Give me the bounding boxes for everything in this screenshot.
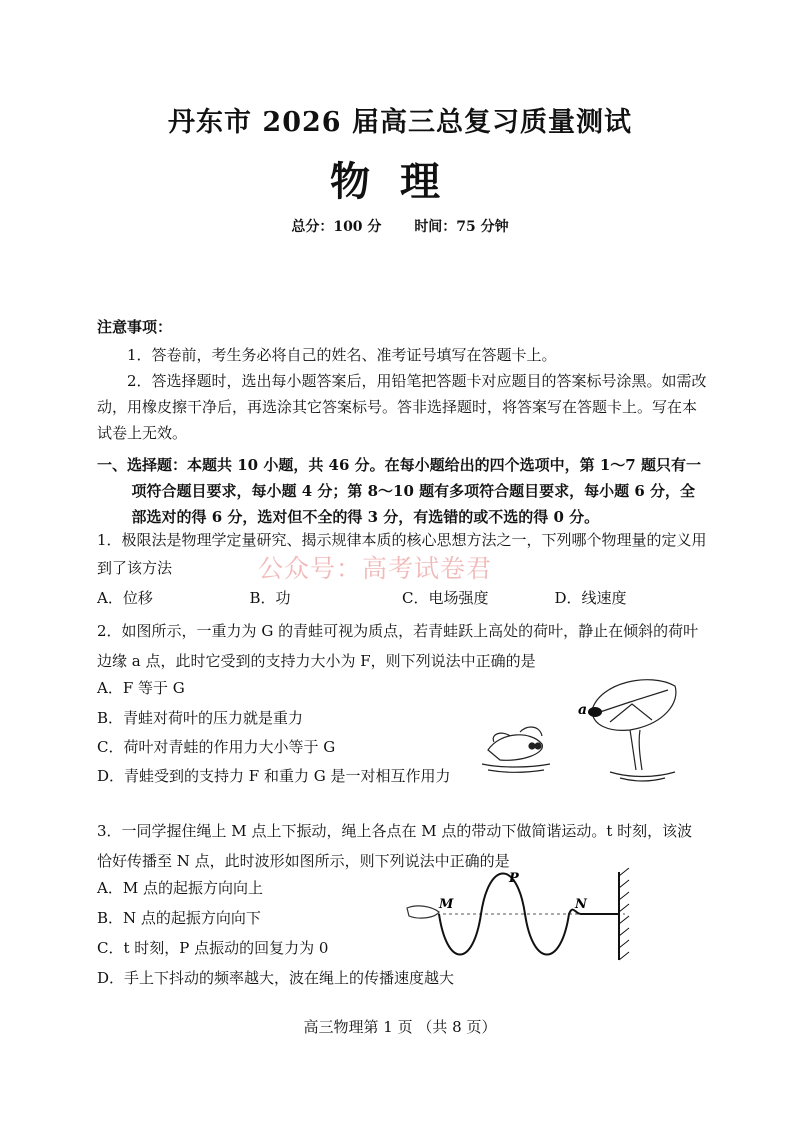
lotus-leaf-drawing bbox=[592, 680, 676, 781]
q2-option-d: D．青蛙受到的支持力 F 和重力 G 是一对相互作用力 bbox=[97, 767, 451, 785]
section-heading-text: 一、选择题：本题共 10 小题，共 46 分。在每小题给出的四个选项中，第 1～7 题只有一项符合题目要求，每小题 4 分；第 8～10 题有多项符合题目要求，每小题 6 分，全部选对的得 6 分，选对但不全的得 3 分，有选错的或不选的得 0 分。 bbox=[97, 456, 701, 526]
q2-option-a: A．F 等于 G bbox=[97, 679, 185, 697]
exam-title: 丹东市 2026 届高三总复习质量测试 bbox=[168, 107, 632, 138]
point-a-label: a bbox=[578, 702, 588, 718]
q1-option-d: D．线速度 bbox=[554, 589, 627, 607]
q2-option-c: C．荷叶对青蛙的作用力大小等于 G bbox=[97, 738, 336, 756]
q1-option-b: B．功 bbox=[249, 589, 291, 607]
q3-option-a: A．M 点的起振方向向上 bbox=[97, 879, 263, 897]
question-3-stem: 3．一同学握住绳上 M 点上下振动，绳上各点在 M 点的带动下做简谐运动。t 时刻，该波恰好传播至 N 点，此时波形如图所示，则下列说法中正确的是 bbox=[97, 822, 693, 870]
frog-on-leaf-icon bbox=[588, 707, 602, 717]
point-n-label: N bbox=[575, 897, 587, 912]
q3-option-c: C．t 时刻，P 点振动的回复力为 0 bbox=[97, 939, 329, 957]
section-heading bbox=[97, 452, 709, 530]
notice-item-1: 1．答卷前，考生务必将自己的姓名、准考证号填写在答题卡上。 bbox=[127, 346, 557, 364]
q3-option-b: B．N 点的起振方向向下 bbox=[97, 909, 261, 927]
frog-in-water-drawing bbox=[482, 727, 550, 772]
exam-time: 时间：75 分钟 bbox=[414, 219, 509, 235]
question-2-stem: 2．如图所示，一重力为 G 的青蛙可视为质点，若青蛙跃上高处的荷叶，静止在倾斜的荷叶边缘 a 点，此时它受到的支持力大小为 F，则下列说法中正确的是 bbox=[97, 622, 699, 670]
question-1-stem: 1．极限法是物理学定量研究、揭示规律本质的核心思想方法之一，下列哪个物理量的定义用到了该方法 bbox=[97, 531, 707, 577]
notice-item-2: 2．答选择题时，选出每小题答案后，用铅笔把答题卡对应题目的答案标号涂黑。如需改动，用橡皮擦干净后，再选涂其它答案标号。答非选择题时，将答案写在答题卡上。写在本试卷上无效。 bbox=[97, 372, 707, 442]
subject-title: 物理 bbox=[330, 158, 470, 205]
q1-option-a: A．位移 bbox=[97, 589, 153, 607]
exam-meta bbox=[0, 216, 800, 236]
q2-option-b: B．青蛙对荷叶的压力就是重力 bbox=[97, 709, 304, 727]
frog-lotus-figure bbox=[480, 672, 720, 782]
page-footer: 高三物理第 1 页 （共 8 页） bbox=[303, 1018, 497, 1036]
q3-option-d: D．手上下抖动的频率越大，波在绳上的传播速度越大 bbox=[97, 969, 455, 987]
notice-title: 注意事项： bbox=[97, 318, 173, 336]
hand-icon bbox=[407, 906, 439, 918]
watermark: 公众号：高考试卷君 bbox=[258, 554, 493, 583]
point-p-label: P bbox=[509, 871, 519, 886]
total-score: 总分：100 分 bbox=[291, 219, 382, 235]
point-m-label: M bbox=[439, 897, 454, 912]
q1-option-c: C．电场强度 bbox=[402, 589, 489, 607]
rope-wave-figure bbox=[405, 868, 635, 968]
question-1-options bbox=[97, 584, 707, 613]
